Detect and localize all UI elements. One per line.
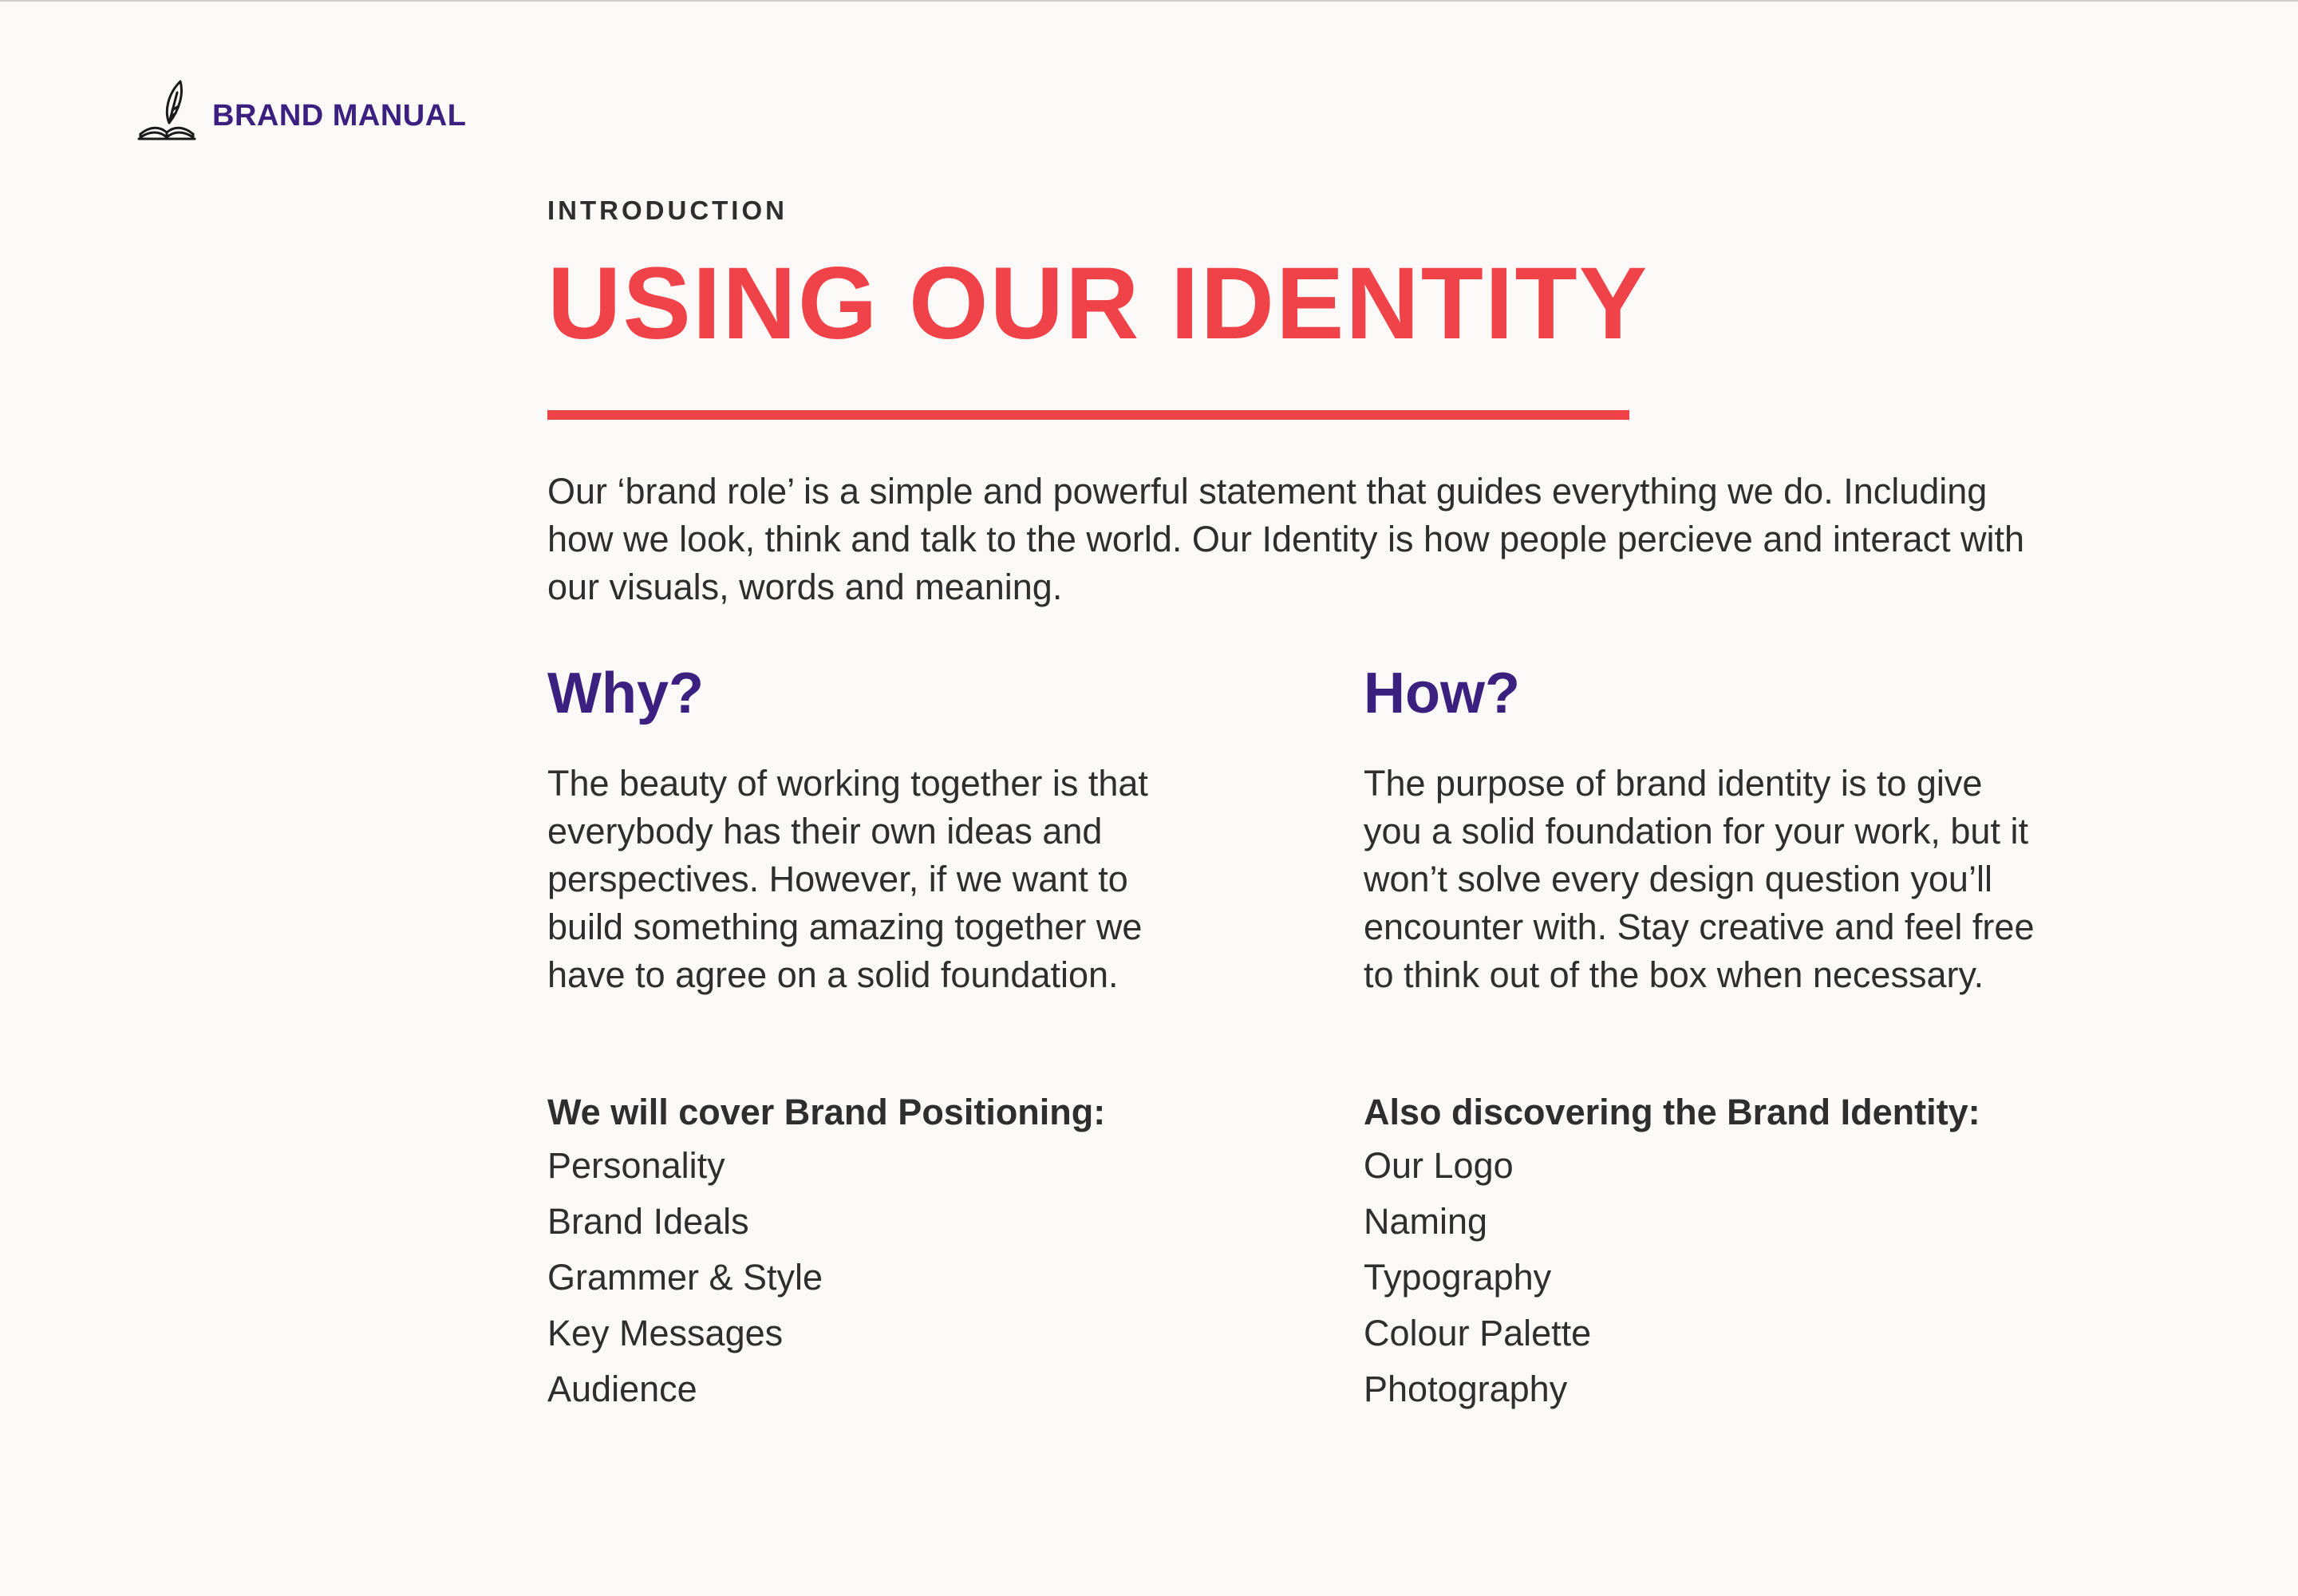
list-item: Grammer & Style xyxy=(547,1257,823,1298)
main-content xyxy=(547,195,2047,1409)
why-list-title: We will cover Brand Positioning: xyxy=(547,1092,1106,1132)
list-item: Typography xyxy=(1364,1257,1552,1298)
intro-paragraph: Our ‘brand role’ is a simple and powerful statement that guides everything we do. Including how we look, think and talk to the world. Our Identity is how people percieve and interact with our visuals, words and meaning. xyxy=(547,471,2024,607)
how-list-title: Also discovering the Brand Identity: xyxy=(1364,1092,1980,1132)
list-item: Colour Palette xyxy=(1364,1313,1592,1353)
brand-name: BRAND MANUAL xyxy=(212,98,467,132)
list-item: Photography xyxy=(1364,1369,1568,1409)
why-column xyxy=(547,658,1202,1409)
title-underline xyxy=(547,410,1629,420)
how-heading: How? xyxy=(1364,662,1520,725)
quill-book-icon xyxy=(137,77,196,140)
section-eyebrow: INTRODUCTION xyxy=(547,196,788,225)
how-column xyxy=(1364,658,2050,1409)
list-item: Personality xyxy=(547,1145,725,1186)
list-item: Audience xyxy=(547,1369,697,1409)
why-list xyxy=(547,1138,823,1417)
page-title: USING OUR IDENTITY xyxy=(547,247,1649,361)
how-list xyxy=(1364,1138,1591,1417)
brand-header xyxy=(137,77,466,140)
top-border xyxy=(0,0,2298,2)
list-item: Naming xyxy=(1364,1201,1488,1242)
list-item: Key Messages xyxy=(547,1313,784,1353)
how-body: The purpose of brand identity is to give you a solid foundation for your work, but it won’t solve every design question you’ll encounter with. Stay creative and feel free to think out of the box when necessary. xyxy=(1364,763,2035,995)
list-item: Brand Ideals xyxy=(547,1201,749,1242)
list-item: Our Logo xyxy=(1364,1145,1514,1186)
why-heading: Why? xyxy=(547,662,704,725)
why-body: The beauty of working together is that everybody has their own ideas and perspectives. However, if we want to build something amazing together we have to agree on a solid foundation. xyxy=(547,763,1148,995)
